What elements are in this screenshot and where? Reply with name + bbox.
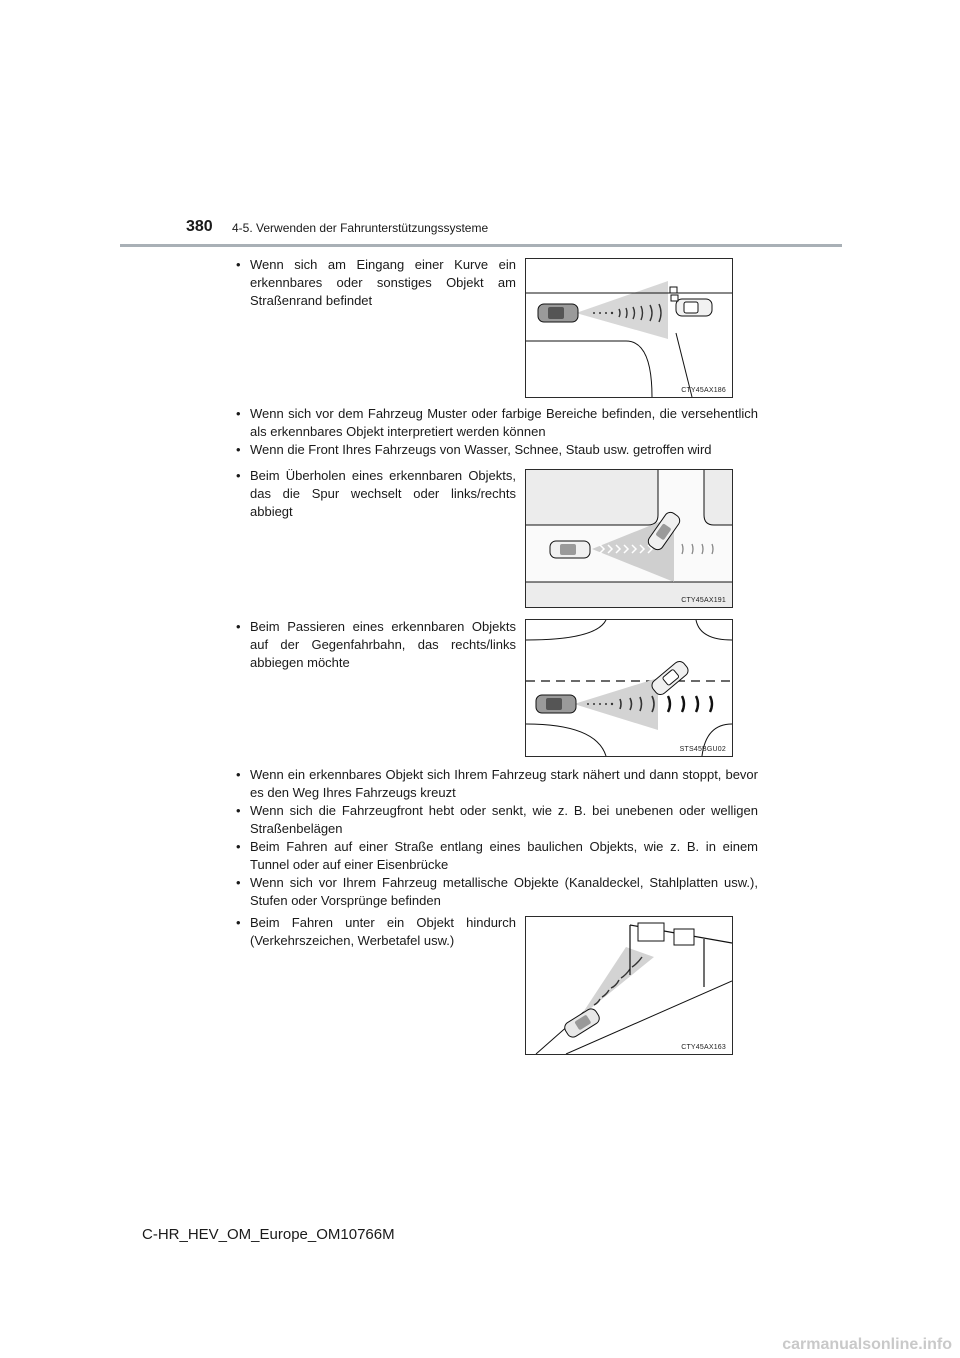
bullet-text: Beim Fahren unter ein Objekt hindurch (Verkehrszeichen, Werbetafel usw.)	[250, 915, 516, 948]
bullet-uneven-road	[232, 802, 758, 838]
figure-code: CTY45AX191	[681, 597, 726, 604]
bullet-icon: •	[236, 406, 241, 421]
section-title: 4-5. Verwenden der Fahrunterstützungssysteme	[232, 221, 489, 235]
bullet-text: Wenn sich vor Ihrem Fahrzeug metallische Objekte (Kanaldeckel, Stahlplatten usw.), Stufen oder Vorsprünge befinden	[250, 875, 758, 908]
bullet-text: Wenn sich die Fahrzeugfront hebt oder senkt, wie z. B. bei unebenen oder welligen Straßenbelägen	[250, 803, 758, 836]
overtaking-illustration	[526, 470, 732, 607]
figure-code: CTY45AX163	[681, 1044, 726, 1051]
footer-doc-id: C-HR_HEV_OM_Europe_OM10766M	[142, 1226, 395, 1243]
figure-overhead-sign	[525, 916, 733, 1055]
bullet-icon: •	[236, 468, 241, 483]
bullet-icon: •	[236, 803, 241, 818]
bullet-curve-object	[232, 256, 516, 310]
bullet-icon: •	[236, 767, 241, 782]
overhead-sign-illustration	[526, 917, 732, 1054]
bullet-metal-objects	[232, 874, 758, 910]
bullet-overtaking	[232, 467, 516, 521]
bullet-icon: •	[236, 257, 241, 272]
figure-code: CTY45AX186	[681, 387, 726, 394]
bullet-text: Beim Fahren auf einer Straße entlang eines baulichen Objekts, wie z. B. in einem Tunnel oder auf einer Eisenbrücke	[250, 839, 758, 872]
header-rule	[120, 244, 842, 247]
curve-illustration	[526, 259, 732, 397]
bullet-text: Beim Überholen eines erkennbaren Objekts, das die Spur wechselt oder links/rechts abbiegt	[250, 468, 516, 519]
bullet-icon: •	[236, 442, 241, 457]
bullet-text: Wenn sich vor dem Fahrzeug Muster oder farbige Bereiche befinden, die versehentlich als erkennbares Objekt interpretiert werden können	[250, 406, 758, 439]
bullet-icon: •	[236, 915, 241, 930]
oncoming-illustration	[526, 620, 732, 756]
bullet-overhead-object	[232, 914, 516, 950]
figure-oncoming-turning	[525, 619, 733, 757]
bullet-icon: •	[236, 619, 241, 634]
bullet-icon: •	[236, 839, 241, 854]
watermark: carmanualsonline.info	[782, 1336, 952, 1353]
bullet-text: Wenn sich am Eingang einer Kurve ein erkennbares oder sonstiges Objekt am Straßenrand befindet	[250, 257, 516, 308]
figure-code: STS45BGU02	[679, 746, 726, 753]
bullet-text: Wenn die Front Ihres Fahrzeugs von Wasser, Schnee, Staub usw. getroffen wird	[250, 442, 712, 457]
bullet-water-snow	[232, 441, 758, 459]
bullet-icon: •	[236, 875, 241, 890]
page-number: 380	[186, 218, 213, 235]
figure-overtaking	[525, 469, 733, 608]
bullet-patterns	[232, 405, 758, 441]
bullet-text: Wenn ein erkennbares Objekt sich Ihrem Fahrzeug stark nähert und dann stoppt, bevor es den Weg Ihres Fahrzeugs kreuzt	[250, 767, 758, 800]
bullet-text: Beim Passieren eines erkennbaren Objekts auf der Gegenfahrbahn, das rechts/links abbiegen möchte	[250, 619, 516, 670]
figure-curve-object	[525, 258, 733, 398]
bullet-oncoming-turning	[232, 618, 516, 672]
bullet-tunnel-bridge	[232, 838, 758, 874]
bullet-approach-stop	[232, 766, 758, 802]
